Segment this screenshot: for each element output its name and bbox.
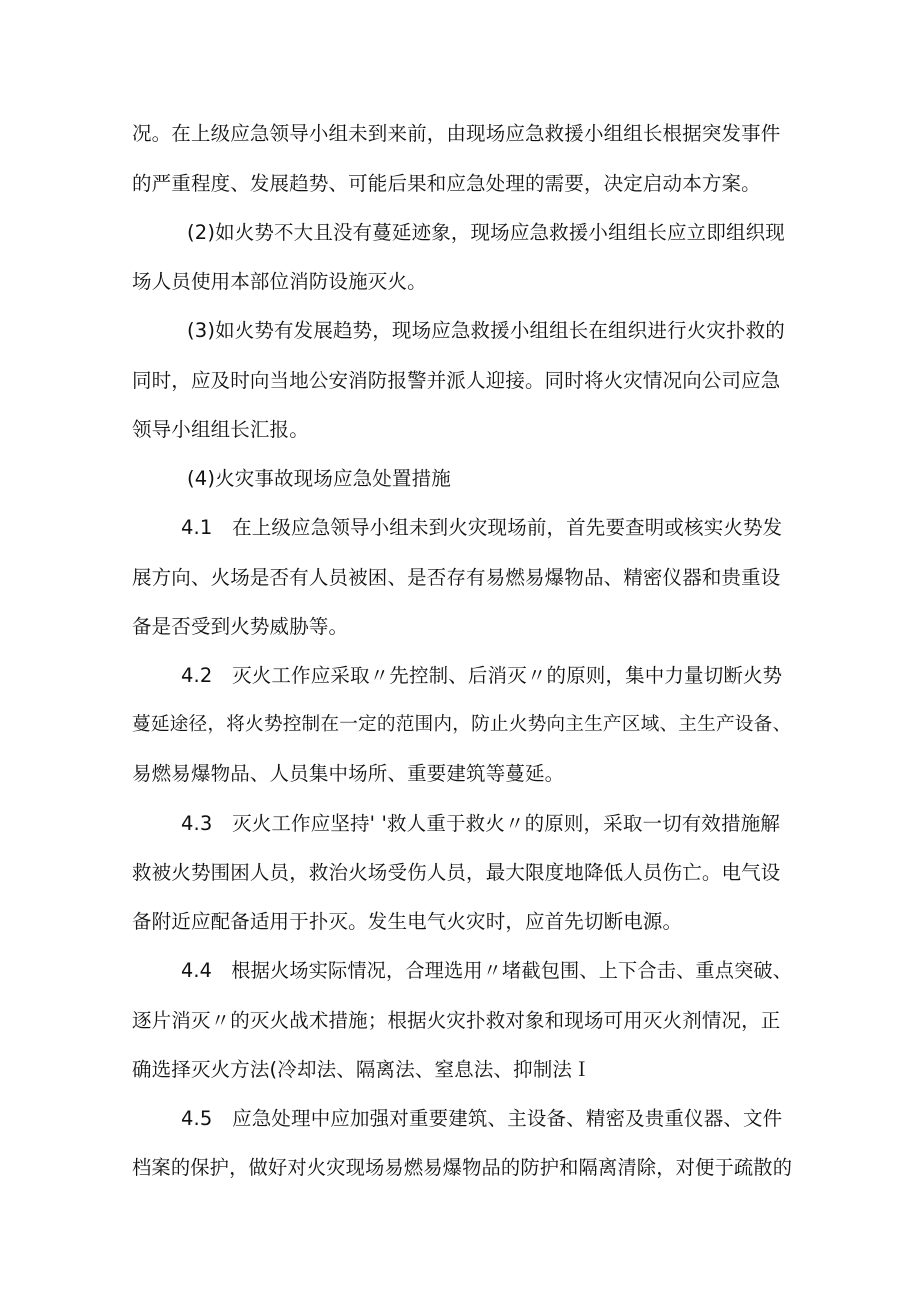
text-line: 况。在上级应急领导小组未到来前，由现场应急救援小组组长根据突发事件	[132, 122, 781, 145]
text-line: 场人员使用本部位消防设施灭火。	[132, 270, 427, 293]
text-line: 蔓延途径，将火势控制在一定的范围内，防止火势向主生产区域、主生产设备、	[132, 714, 792, 735]
text-line: 档案的保护，做好对火灾现场易燃易爆物品的防护和隔离清除，对便于疏散的	[132, 1156, 793, 1179]
text-line: 的严重程度、发展趋势、可能后果和应急处理的需要，决定启动本方案。	[132, 172, 761, 195]
text-line: 展方向、火场是否有人员被困、是否存有易燃易爆物品、精密仪器和贵重设	[132, 566, 781, 589]
text-line: 4.3 灭火工作应坚持' '救人重于救火〃的原则，采取一切有效措施解	[181, 812, 781, 835]
text-line: 确选择灭火方法(冷却法、隔离法、窒息法、抑制法Ｉ	[132, 1058, 592, 1081]
text-line: 4.5 应急处理中应加强对重要建筑、主设备、精密及贵重仪器、文件	[181, 1107, 783, 1130]
text-line: 救被火势围困人员，救治火场受伤人员，最大限度地降低人员伤亡。电气设	[132, 861, 781, 884]
text-line: 备是否受到火势威胁等。	[132, 615, 349, 638]
text-line: 领导小组组长汇报。	[132, 418, 309, 441]
text-line: 同时，应及时向当地公安消防报警并派人迎接。同时将火灾情况向公司应急	[132, 369, 781, 392]
text-line: (2)如火势不大且没有蔓延迹象，现场应急救援小组组长应立即组织现	[187, 221, 785, 244]
text-line: 逐片消灭〃的灭火战术措施；根据火灾扑救对象和现场可用灭火剂情况，正	[132, 1009, 781, 1032]
text-line: (4)火灾事故现场应急处置措施	[187, 467, 451, 490]
text-line: 备附近应配备适用于扑灭。发生电气火灾时，应首先切断电源。	[132, 910, 683, 933]
text-line: (3)如火势有发展趋势，现场应急救援小组组长在组织进行火灾扑救的	[187, 319, 785, 342]
text-line: 4.2 灭火工作应采取〃先控制、后消灭〃的原则，集中力量切断火势	[181, 664, 783, 687]
text-line: 易燃易爆物品、人员集中场所、重要建筑等蔓延。	[132, 762, 565, 785]
text-line: 4.4 根据火场实际情况，合理选用〃堵截包围、上下合击、重点突破、	[181, 959, 793, 982]
text-line: 4.1 在上级应急领导小组未到火灾现场前，首先要查明或核实火势发	[181, 516, 783, 539]
